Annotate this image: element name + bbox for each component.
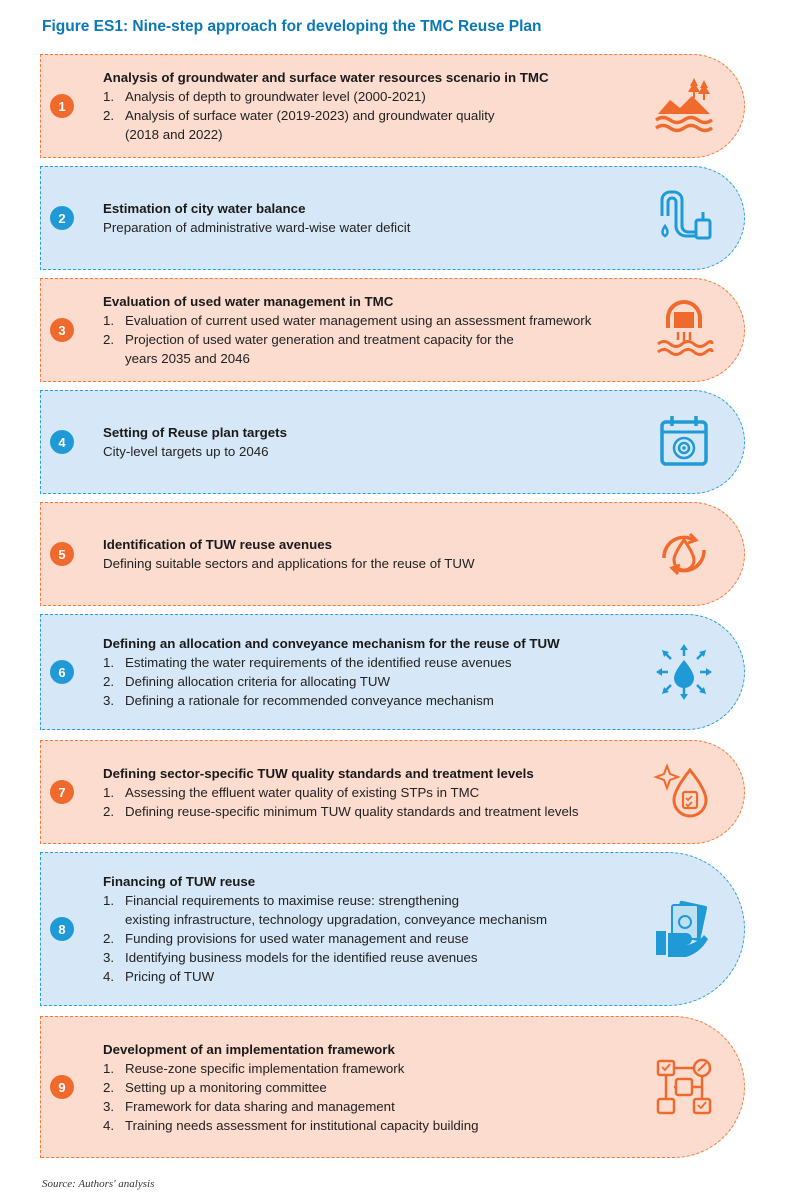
step-list-item xyxy=(103,87,654,106)
list-item-number: 2. xyxy=(103,674,115,689)
list-item-number: 3. xyxy=(103,950,115,965)
source-note: Source: Authors' analysis xyxy=(42,1178,155,1190)
list-item-number: 2. xyxy=(103,803,115,819)
step-number-badge: 6 xyxy=(50,660,74,684)
list-item-number: 4. xyxy=(103,1117,115,1133)
step-7 xyxy=(40,740,745,844)
list-item-number: 4. xyxy=(103,969,115,984)
list-item-number: 2. xyxy=(103,1079,115,1095)
list-item-number: 3. xyxy=(103,693,115,708)
list-item-number: 2. xyxy=(103,108,115,123)
step-list-item xyxy=(103,929,654,948)
list-item-number: 2. xyxy=(103,931,115,946)
step-heading: Setting of Reuse plan targets xyxy=(103,425,287,440)
step-description: City-level targets up to 2046 xyxy=(103,444,269,459)
step-number-badge: 3 xyxy=(50,318,74,342)
step-heading: Evaluation of used water management in TMC xyxy=(103,294,394,309)
step-number-badge: 5 xyxy=(50,542,74,566)
drainage-pipe-icon xyxy=(652,298,716,362)
step-2 xyxy=(40,166,745,270)
list-item-text: Identifying business models for the identified reuse avenues xyxy=(125,950,478,965)
step-list-item xyxy=(103,802,654,821)
list-item-text: Evaluation of current used water management using an assessment framework xyxy=(125,313,592,328)
list-item-text: Projection of used water generation and treatment capacity for the years 2035 and 2046 xyxy=(125,332,514,366)
step-number-badge: 8 xyxy=(50,917,74,941)
list-item-number: 2. xyxy=(103,332,115,347)
list-item-text: Defining reuse-specific minimum TUW quality standards and treatment levels xyxy=(125,803,579,819)
step-list-item xyxy=(103,672,654,691)
list-item-text: Analysis of depth to groundwater level (2000-2021) xyxy=(125,89,426,104)
step-3 xyxy=(40,278,745,382)
framework-network-icon xyxy=(652,1055,716,1119)
step-number-badge: 4 xyxy=(50,430,74,454)
step-description: Defining suitable sectors and applications for the reuse of TUW xyxy=(103,556,475,571)
step-1 xyxy=(40,54,745,158)
water-distribution-icon xyxy=(652,640,716,704)
step-content xyxy=(103,279,654,381)
step-6 xyxy=(40,614,745,730)
step-heading: Financing of TUW reuse xyxy=(103,874,256,889)
step-number-badge: 2 xyxy=(50,206,74,230)
list-item-text: Funding provisions for used water management and reuse xyxy=(125,931,469,946)
step-number-badge: 7 xyxy=(50,780,74,804)
step-content xyxy=(103,391,654,493)
step-heading: Defining sector-specific TUW quality standards and treatment levels xyxy=(103,765,534,781)
list-item-number: 1. xyxy=(103,1060,115,1076)
step-content xyxy=(103,503,654,605)
step-content xyxy=(103,615,654,729)
list-item-text: Financial requirements to maximise reuse: strengthening existing infrastructure, technology upgradation, conveyance mechanism xyxy=(125,893,548,927)
step-5 xyxy=(40,502,745,606)
list-item-text: Defining allocation criteria for allocating TUW xyxy=(125,674,391,689)
figure-title: Figure ES1: Nine-step approach for developing the TMC Reuse Plan xyxy=(42,18,542,35)
step-number-badge: 1 xyxy=(50,94,74,118)
calendar-target-icon xyxy=(652,410,716,474)
list-item-text: Framework for data sharing and management xyxy=(125,1098,395,1114)
step-content xyxy=(103,55,654,157)
step-heading: Defining an allocation and conveyance mechanism for the reuse of TUW xyxy=(103,636,560,651)
step-heading: Development of an implementation framework xyxy=(103,1041,395,1057)
step-list-item xyxy=(103,1078,654,1097)
step-heading: Analysis of groundwater and surface water resources scenario in TMC xyxy=(103,70,549,85)
step-list-item xyxy=(103,891,654,929)
step-list-item xyxy=(103,948,654,967)
list-item-text: Setting up a monitoring committee xyxy=(125,1079,327,1095)
list-item-text: Estimating the water requirements of the identified reuse avenues xyxy=(125,655,512,670)
list-item-number: 1. xyxy=(103,784,115,800)
step-list-item xyxy=(103,653,654,672)
step-list-item xyxy=(103,967,654,986)
step-heading: Identification of TUW reuse avenues xyxy=(103,537,333,552)
step-list-item xyxy=(103,691,654,710)
list-item-text: Reuse-zone specific implementation framework xyxy=(125,1060,405,1076)
step-list-item xyxy=(103,311,654,330)
money-hand-icon xyxy=(652,897,716,961)
step-list-item xyxy=(103,1116,654,1135)
list-item-text: Training needs assessment for institutional capacity building xyxy=(125,1117,479,1133)
list-item-text: Pricing of TUW xyxy=(125,969,215,984)
step-9 xyxy=(40,1016,745,1158)
list-item-text: Analysis of surface water (2019-2023) and groundwater quality (2018 and 2022) xyxy=(125,108,495,142)
landscape-water-icon xyxy=(652,74,716,138)
step-list-item xyxy=(103,106,654,144)
step-list-item xyxy=(103,1097,654,1116)
water-quality-icon xyxy=(652,760,716,824)
list-item-number: 1. xyxy=(103,89,115,104)
step-list-item xyxy=(103,783,654,802)
step-content xyxy=(103,741,654,843)
list-item-number: 1. xyxy=(103,893,115,908)
step-content xyxy=(103,853,654,1005)
list-item-number: 1. xyxy=(103,655,115,670)
water-recycle-icon xyxy=(652,522,716,586)
step-heading: Estimation of city water balance xyxy=(103,201,306,216)
list-item-text: Assessing the effluent water quality of existing STPs in TMC xyxy=(125,784,480,800)
step-content xyxy=(103,1017,654,1157)
step-4 xyxy=(40,390,745,494)
list-item-number: 1. xyxy=(103,313,115,328)
list-item-text: Defining a rationale for recommended conveyance mechanism xyxy=(125,693,494,708)
step-content xyxy=(103,167,654,269)
step-8 xyxy=(40,852,745,1006)
list-item-number: 3. xyxy=(103,1098,115,1114)
step-number-badge: 9 xyxy=(50,1075,74,1099)
step-list-item xyxy=(103,1059,654,1078)
step-description: Preparation of administrative ward-wise water deficit xyxy=(103,220,411,235)
water-pipe-icon xyxy=(652,186,716,250)
step-list-item xyxy=(103,330,654,368)
